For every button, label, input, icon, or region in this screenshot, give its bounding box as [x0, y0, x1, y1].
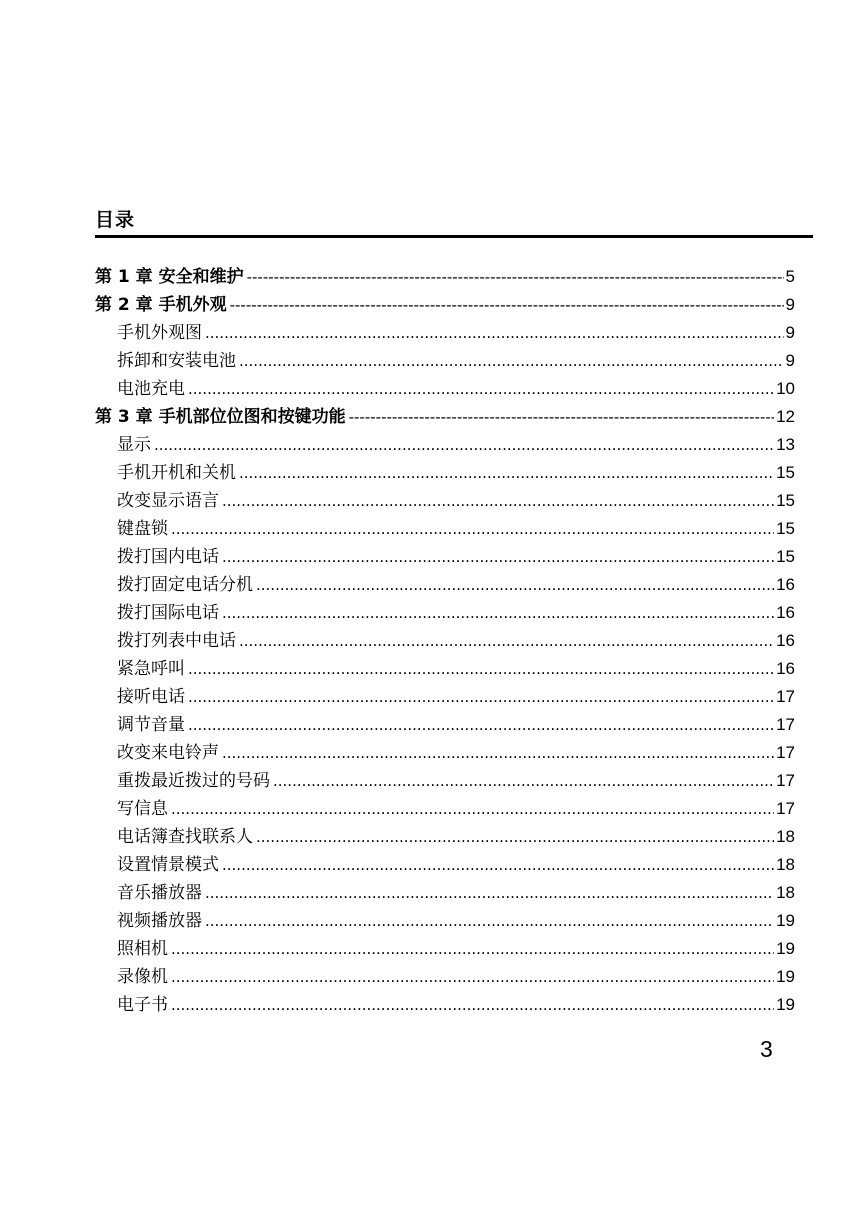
toc-entry-page: 5: [785, 267, 795, 286]
toc-chapter-3[interactable]: [95, 403, 795, 431]
dot-leader: [171, 515, 774, 543]
toc-entry[interactable]: [95, 571, 795, 599]
toc-entry-label: 电话簿查找联系人: [117, 827, 253, 847]
toc-entry-label: 拨打列表中电话: [117, 631, 236, 651]
toc-entry-label: 视频播放器: [117, 911, 202, 931]
dot-leader: [188, 655, 774, 683]
toc-entry[interactable]: [95, 459, 795, 487]
toc-entry[interactable]: [95, 711, 795, 739]
toc-entry[interactable]: [95, 879, 795, 907]
toc-entry[interactable]: [95, 795, 795, 823]
toc-entry-page: 17: [776, 687, 795, 706]
toc-entry[interactable]: [95, 907, 795, 935]
toc-entry-page: 17: [776, 715, 795, 734]
dash-leader: [230, 291, 784, 319]
toc-entry-page: 17: [776, 799, 795, 818]
toc-entry-label: 手机外观图: [117, 323, 202, 343]
toc-entry[interactable]: [95, 347, 795, 375]
dash-leader: [247, 263, 784, 291]
toc-entry-page: 10: [776, 379, 795, 398]
toc-entry[interactable]: [95, 823, 795, 851]
toc-entry[interactable]: [95, 431, 795, 459]
dot-leader: [222, 851, 774, 879]
dot-leader: [239, 347, 784, 375]
toc-entry[interactable]: [95, 599, 795, 627]
toc-entry-page: 18: [776, 827, 795, 846]
toc-entry[interactable]: [95, 851, 795, 879]
dot-leader: [171, 795, 774, 823]
toc-entry-label: 第 3 章 手机部位位图和按键功能: [95, 407, 346, 427]
toc-entry-page: 18: [776, 883, 795, 902]
dot-leader: [171, 935, 774, 963]
toc-entry[interactable]: [95, 487, 795, 515]
dot-leader: [222, 487, 774, 515]
toc-heading: 目录: [95, 209, 136, 231]
toc-entry-label: 调节音量: [117, 715, 185, 735]
dash-leader: [349, 403, 774, 431]
heading-divider: [95, 235, 813, 238]
toc-entry-label: 拨打国内电话: [117, 547, 219, 567]
dot-leader: [222, 599, 774, 627]
toc-entry[interactable]: [95, 963, 795, 991]
toc-entry-label: 写信息: [117, 799, 168, 819]
toc-entry-page: 16: [776, 631, 795, 650]
page-number: 3: [760, 1036, 773, 1062]
toc-entry-label: 拨打固定电话分机: [117, 575, 253, 595]
toc-entry[interactable]: [95, 935, 795, 963]
dot-leader: [171, 963, 774, 991]
toc-entry-label: 紧急呼叫: [117, 659, 185, 679]
toc-entry-label: 第 2 章 手机外观: [95, 295, 227, 315]
toc-entry[interactable]: [95, 739, 795, 767]
toc-chapter-1[interactable]: [95, 263, 795, 291]
toc-entry-page: 16: [776, 659, 795, 678]
toc-entry-label: 手机开机和关机: [117, 463, 236, 483]
toc-entry-label: 改变来电铃声: [117, 743, 219, 763]
toc-entry-label: 重拨最近拨过的号码: [117, 771, 270, 791]
toc-entry-page: 9: [785, 323, 795, 342]
toc-entry[interactable]: [95, 991, 795, 1019]
toc-entry-label: 接听电话: [117, 687, 185, 707]
dot-leader: [188, 375, 774, 403]
toc-entry-page: 19: [776, 939, 795, 958]
dot-leader: [205, 907, 774, 935]
toc-entry-label: 拆卸和安装电池: [117, 351, 236, 371]
toc-entry-page: 15: [776, 463, 795, 482]
toc-entry[interactable]: [95, 767, 795, 795]
dot-leader: [188, 711, 774, 739]
toc-entry-label: 拨打国际电话: [117, 603, 219, 623]
toc-entry-page: 13: [776, 435, 795, 454]
toc-entry-label: 照相机: [117, 939, 168, 959]
toc-entry-page: 19: [776, 995, 795, 1014]
toc-entry-page: 15: [776, 547, 795, 566]
toc-entry-page: 17: [776, 771, 795, 790]
toc-entry-label: 显示: [117, 435, 151, 455]
toc-entry[interactable]: [95, 683, 795, 711]
dot-leader: [171, 991, 774, 1019]
toc-entry[interactable]: [95, 543, 795, 571]
toc-entry-label: 录像机: [117, 967, 168, 987]
dot-leader: [222, 543, 774, 571]
toc-entry-page: 16: [776, 575, 795, 594]
toc-entry-page: 18: [776, 855, 795, 874]
toc-entry[interactable]: [95, 375, 795, 403]
toc-list: [95, 263, 795, 1019]
toc-entry-page: 9: [785, 295, 795, 314]
toc-entry-label: 音乐播放器: [117, 883, 202, 903]
toc-entry-page: 16: [776, 603, 795, 622]
toc-entry[interactable]: [95, 319, 795, 347]
toc-entry-label: 电子书: [117, 995, 168, 1015]
dot-leader: [222, 739, 774, 767]
dot-leader: [256, 823, 774, 851]
dot-leader: [188, 683, 774, 711]
toc-entry-label: 键盘锁: [117, 519, 168, 539]
toc-entry-label: 设置情景模式: [117, 855, 219, 875]
toc-entry-page: 12: [776, 407, 795, 426]
toc-entry-page: 17: [776, 743, 795, 762]
toc-entry-page: 15: [776, 491, 795, 510]
dot-leader: [256, 571, 774, 599]
toc-entry-page: 19: [776, 911, 795, 930]
toc-entry-label: 电池充电: [117, 379, 185, 399]
toc-entry-label: 改变显示语言: [117, 491, 219, 511]
dot-leader: [205, 879, 774, 907]
toc-entry[interactable]: [95, 515, 795, 543]
dot-leader: [239, 459, 774, 487]
toc-entry[interactable]: [95, 627, 795, 655]
toc-entry-page: 19: [776, 967, 795, 986]
dot-leader: [154, 431, 774, 459]
dot-leader: [239, 627, 774, 655]
toc-entry[interactable]: [95, 655, 795, 683]
dot-leader: [205, 319, 784, 347]
toc-entry-page: 15: [776, 519, 795, 538]
dot-leader: [273, 767, 774, 795]
toc-entry-label: 第 1 章 安全和维护: [95, 267, 244, 287]
toc-entry-page: 9: [785, 351, 795, 370]
toc-chapter-2[interactable]: [95, 291, 795, 319]
